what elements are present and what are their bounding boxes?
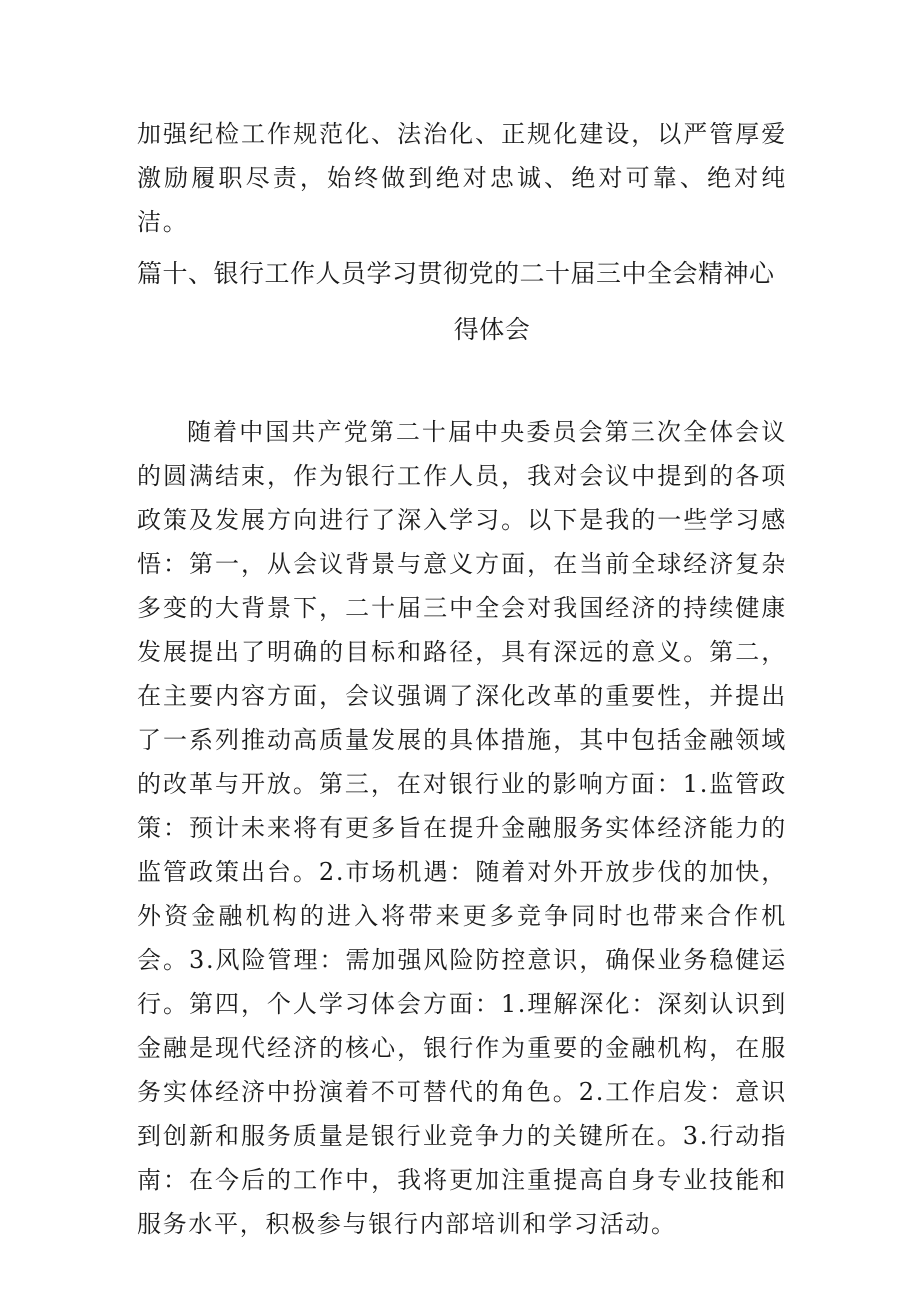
section-heading-line2: 得体会: [453, 315, 531, 344]
section-heading-line1: 篇十、银行工作人员学习贯彻党的二十届三中全会精神心: [137, 259, 775, 288]
paragraph-continued: 加强纪检工作规范化、法治化、正规化建设，以严管厚爱激励履职尽责，始终做到绝对忠诚、绝对可靠、绝对纯洁。: [137, 120, 787, 236]
paragraph-main: 随着中国共产党第二十届中央委员会第三次全体会议的圆满结束，作为银行工作人员，我对会议中提到的各项政策及发展方向进行了深入学习。以下是我的一些学习感悟：第一，从会议背景与意义方面，在当前全球经济复杂多变的大背景下，二十届三中全会对我国经济的持续健康发展提出了明确的目标和路径，具有深远的意义。第二，在主要内容方面，会议强调了深化改革的重要性，并提出了一系列推动高质量发展的具体措施，其中包括金融领域的改革与开放。第三，在对银行业的影响方面：1.监管政策：预计未来将有更多旨在提升金融服务实体经济能力的监管政策出台。2.市场机遇：随着对外开放步伐的加快，外资金融机构的进入将带来更多竞争同时也带来合作机会。3.风险管理：需加强风险防控意识，确保业务稳健运行。第四，个人学习体会方面：1.理解深化：深刻认识到金融是现代经济的核心，银行作为重要的金融机构，在服务实体经济中扮演着不可替代的角色。2.工作启发：意识到创新和服务质量是银行业竞争力的关键所在。3.行动指南：在今后的工作中，我将更加注重提高自身专业技能和服务水平，积极参与银行内部培训和学习活动。: [137, 418, 787, 1238]
